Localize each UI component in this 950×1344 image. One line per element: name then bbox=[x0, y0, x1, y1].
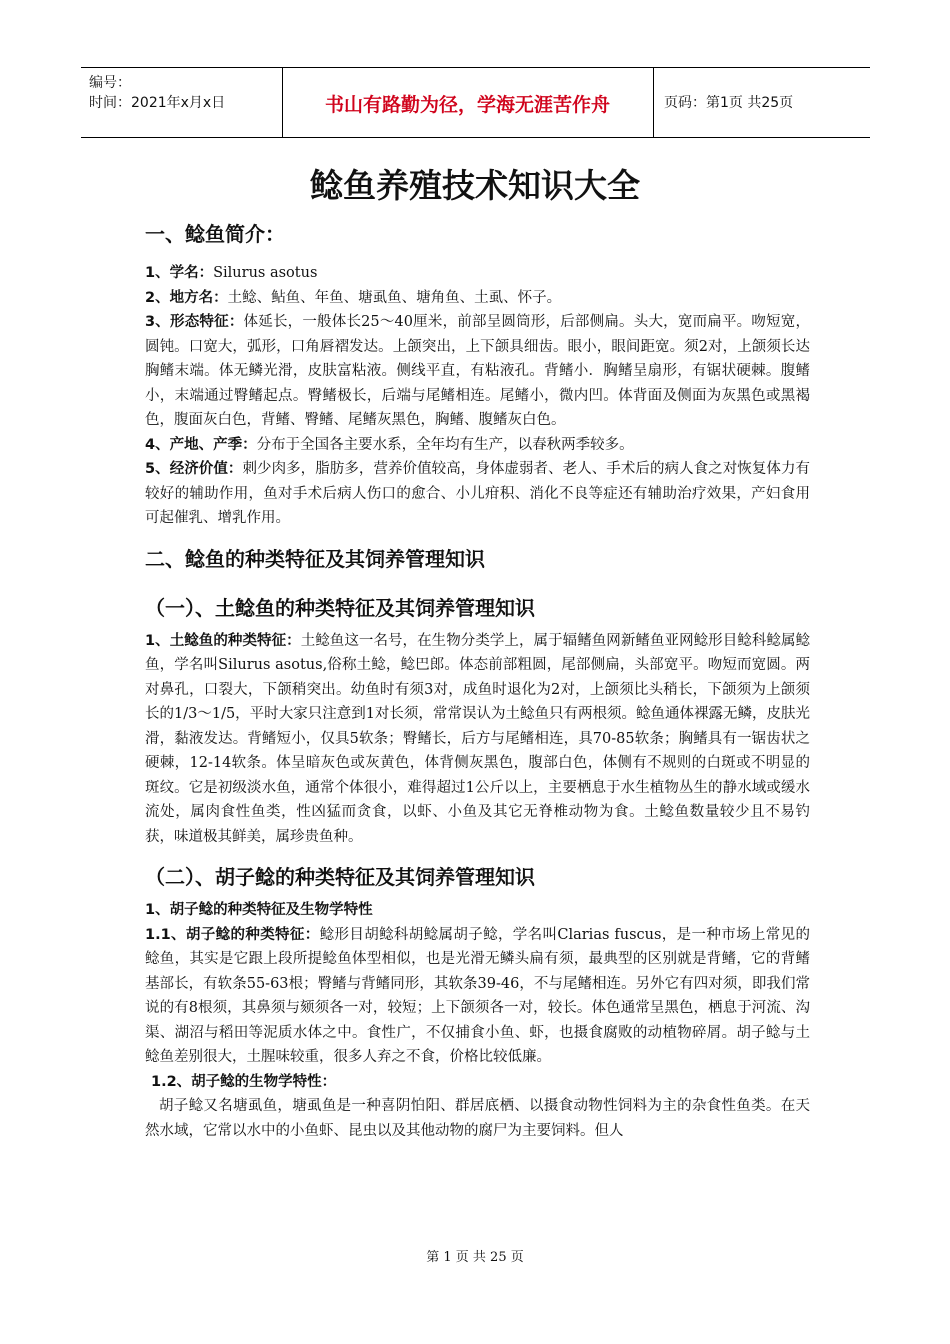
item-text: 分布于全国各主要水系，全年均有生产，以春秋两季较多。 bbox=[256, 436, 634, 453]
header-motto: 书山有路勤为径，学海无涯苦作舟 bbox=[324, 94, 610, 116]
item-text: 刺少肉多，脂肪多，营养价值较高，身体虚弱者、老人、手术后的病人食之对恢复体力有较好的辅助作用，鱼对手术后病人伤口的愈合、小儿疳积、消化不良等症还有辅助治疗效果，产妇食用可起催乳、增乳作用。 bbox=[145, 461, 810, 526]
paragraph bbox=[145, 310, 810, 433]
paragraph bbox=[145, 433, 810, 458]
paragraph bbox=[145, 261, 810, 286]
item-label: 1.2、胡子鲶的生物学特性： bbox=[151, 1073, 337, 1090]
paragraph-heading: 1、胡子鲶的种类特征及生物学特性 bbox=[145, 902, 373, 918]
item-label: 5、经济价值： bbox=[145, 461, 243, 477]
document-body bbox=[145, 218, 810, 1143]
subsection-heading: （一）、土鲶鱼的种类特征及其饲养管理知识 bbox=[145, 595, 535, 620]
paragraph bbox=[145, 457, 810, 531]
paragraph bbox=[145, 629, 810, 850]
date-label: 时间：2021年x月x日 bbox=[89, 95, 226, 111]
item-label: 1、学名： bbox=[145, 265, 214, 281]
item-label: 2、地方名： bbox=[145, 289, 228, 306]
paragraph bbox=[145, 1070, 810, 1095]
section-heading: 二、鲶鱼的种类特征及其饲养管理知识 bbox=[145, 546, 485, 571]
paragraph bbox=[145, 286, 810, 311]
section-heading: 一、鲶鱼简介： bbox=[145, 222, 285, 246]
item-text: 鲶形目胡鲶科胡鲶属胡子鲶，学名叫Clarias fuscus，是一种市场上常见的鲶鱼，其实是它跟上段所提鲶鱼体型相似，也是光滑无鳞头扁有须，最典型的区别就是背鳍，它的背鳍基部长，有软条55-63根；臀鳍与背鳍同形，其软条39-46，不与尾鳍相连。另外它有四对须，即我们常说的有8根须，其鼻须与颏须各一对，较短；上下颌须各一对，较长。体色通常呈黑色，栖息于河流、沟渠、湖沼与稻田等泥质水体之中。食性广，不仅捕食小鱼、虾，也摄食腐败的动植物碎屑。胡子鲶与土鲶鱼差别很大，土腥味较重，很多人弃之不食，价格比较低廉。 bbox=[145, 926, 811, 1065]
item-text: 体延长，一般体长25～40厘米，前部呈圆筒形，后部侧扁。头大，宽而扁平。吻短宽，圆钝。口宽大，弧形，口角唇褶发达。上颌突出，上下颌具细齿。眼小，眼间距宽。须2对，上颌须长达胸鳍末端。体无鳞光滑，皮肤富粘液。侧线平直，有粘液孔。背鳍小．胸鳍呈扇形，有锯状硬棘。腹鳍小，末端通过臀鳍起点。臀鳍极长，后端与尾鳍相连。尾鳍小，微内凹。体背面及侧面为灰黑色或黑褐色，腹面灰白色，背鳍、臀鳍、尾鳍灰黑色，胸鳍、腹鳍灰白色。 bbox=[145, 314, 810, 428]
item-label: 1.1、胡子鲶的种类特征： bbox=[145, 926, 320, 943]
header-meta bbox=[89, 73, 225, 113]
subsection-heading: （二）、胡子鲶的种类特征及其饲养管理知识 bbox=[145, 865, 535, 889]
item-label: 3、形态特征： bbox=[145, 314, 244, 330]
item-label: 1、土鲶鱼的种类特征： bbox=[145, 632, 301, 649]
document-title: 鲶鱼养殖技术知识大全 bbox=[310, 166, 640, 205]
number-label: 编号： bbox=[89, 75, 131, 91]
item-text: Silurus asotus bbox=[213, 265, 318, 281]
item-text: 土鲶鱼这一名号，在生物分类学上，属于辐鳍鱼网新鳍鱼亚网鲶形目鲶科鲶属鲶鱼，学名叫Silurus asotus,俗称土鲶，鲶巴郎。体态前部粗圆，尾部侧扁，头部宽平。吻短而宽圆。两对鼻孔，口裂大，下颌稍突出。幼鱼时有须3对，成鱼时退化为2对，上颌须比头稍长，下颌须为上颌须长的1/3～1/5，平时大家只注意到1对长须，常常误认为土鲶鱼只有两根须。鲶鱼通体裸露无鳞，皮肤光滑，黏液发达。背鳍短小，仅具5软条；臀鳍长，后方与尾鳍相连，具70-85软条；胸鳍具有一锯齿状之硬棘，12-14软条。体呈暗灰色或灰黄色，体背侧灰黑色，腹部白色，体侧有不规则的白斑或不明显的斑纹。它是初级淡水鱼，通常个体很小，难得超过1公斤以上，主要栖息于水生植物丛生的静水域或缓水流处，属肉食性鱼类，性凶猛而贪食，以虾、小鱼及其它无脊椎动物为食。土鲶鱼数量较少且不易钓获，味道极其鲜美，属珍贵鱼种。 bbox=[145, 632, 811, 845]
page-header bbox=[81, 67, 870, 138]
item-text: 土鲶、鲇鱼、年鱼、塘虱鱼、塘角鱼、土虱、怀子。 bbox=[227, 289, 562, 306]
header-page-info: 页码：第1页 共25页 bbox=[664, 95, 794, 111]
item-label: 4、产地、产季： bbox=[145, 436, 257, 453]
paragraph bbox=[145, 923, 810, 1070]
header-divider bbox=[653, 68, 654, 137]
paragraph: 胡子鲶又名塘虱鱼，塘虱鱼是一种喜阴怕阳、群居底栖、以摄食动物性饲料为主的杂食性鱼类。在天然水域，它常以水中的小鱼虾、昆虫以及其他动物的腐尸为主要饲料。但人 bbox=[145, 1098, 810, 1139]
page-footer: 第 1 页 共 25 页 bbox=[426, 1250, 524, 1265]
